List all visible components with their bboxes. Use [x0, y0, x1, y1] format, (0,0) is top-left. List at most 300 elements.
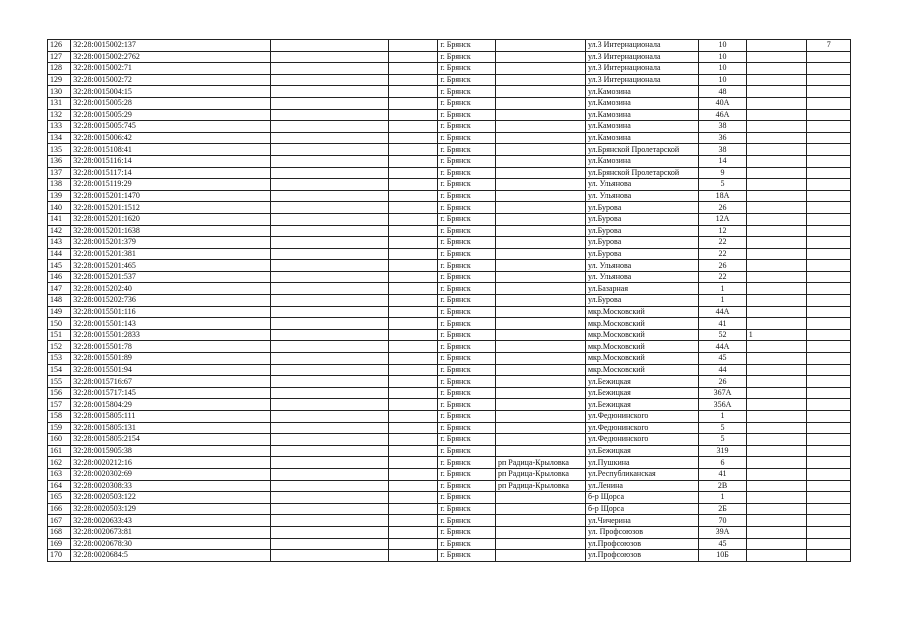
city-cell: г. Брянск — [438, 97, 496, 109]
house-number-cell: 10 — [699, 51, 747, 63]
cadastral-number-cell: 32:28:0020684:5 — [71, 550, 271, 562]
street-cell: ул. Ульянова — [585, 190, 698, 202]
house-number-cell: 10 — [699, 63, 747, 75]
table-row — [48, 237, 851, 249]
settlement-cell — [495, 376, 585, 388]
city-cell: г. Брянск — [438, 155, 496, 167]
apartment-cell — [746, 144, 807, 156]
settlement-cell — [495, 74, 585, 86]
street-cell: ул. Профсоюзов — [585, 526, 698, 538]
settlement-cell — [495, 306, 585, 318]
extra-cell — [807, 376, 851, 388]
empty-cell — [388, 237, 438, 249]
empty-cell — [271, 364, 388, 376]
empty-cell — [388, 376, 438, 388]
apartment-cell — [746, 364, 807, 376]
city-cell: г. Брянск — [438, 306, 496, 318]
table-row — [48, 202, 851, 214]
street-cell: мкр.Московский — [585, 329, 698, 341]
table-row — [48, 144, 851, 156]
empty-cell — [271, 457, 388, 469]
settlement-cell — [495, 387, 585, 399]
row-number-cell: 153 — [48, 353, 71, 365]
city-cell: г. Брянск — [438, 445, 496, 457]
city-cell: г. Брянск — [438, 422, 496, 434]
empty-cell — [271, 515, 388, 527]
table-row — [48, 515, 851, 527]
settlement-cell — [495, 434, 585, 446]
empty-cell — [388, 434, 438, 446]
row-number-cell: 168 — [48, 526, 71, 538]
street-cell: ул.Брянской Пролетарской — [585, 144, 698, 156]
settlement-cell — [495, 63, 585, 75]
empty-cell — [388, 468, 438, 480]
extra-cell — [807, 526, 851, 538]
row-number-cell: 134 — [48, 132, 71, 144]
settlement-cell — [495, 526, 585, 538]
cadastral-number-cell: 32:28:0015006:42 — [71, 132, 271, 144]
extra-cell — [807, 144, 851, 156]
house-number-cell: 45 — [699, 538, 747, 550]
house-number-cell: 39А — [699, 526, 747, 538]
empty-cell — [388, 353, 438, 365]
extra-cell — [807, 538, 851, 550]
city-cell: г. Брянск — [438, 538, 496, 550]
cadastral-number-cell: 32:28:0015201:379 — [71, 237, 271, 249]
city-cell: г. Брянск — [438, 86, 496, 98]
settlement-cell — [495, 411, 585, 423]
table-row — [48, 550, 851, 562]
empty-cell — [271, 283, 388, 295]
settlement-cell — [495, 97, 585, 109]
city-cell: г. Брянск — [438, 283, 496, 295]
table-row — [48, 480, 851, 492]
table-row — [48, 40, 851, 52]
apartment-cell — [746, 538, 807, 550]
table-row — [48, 353, 851, 365]
house-number-cell: 45 — [699, 353, 747, 365]
street-cell: ул.Брянской Пролетарской — [585, 167, 698, 179]
house-number-cell: 70 — [699, 515, 747, 527]
cadastral-number-cell: 32:28:0020633:43 — [71, 515, 271, 527]
empty-cell — [388, 121, 438, 133]
cadastral-number-cell: 32:28:0015905:38 — [71, 445, 271, 457]
row-number-cell: 129 — [48, 74, 71, 86]
city-cell: г. Брянск — [438, 271, 496, 283]
city-cell: г. Брянск — [438, 132, 496, 144]
settlement-cell — [495, 248, 585, 260]
cadastral-number-cell: 32:28:0015002:72 — [71, 74, 271, 86]
row-number-cell: 147 — [48, 283, 71, 295]
street-cell: ул. Ульянова — [585, 179, 698, 191]
street-cell: ул.Пушкина — [585, 457, 698, 469]
empty-cell — [388, 492, 438, 504]
extra-cell — [807, 74, 851, 86]
city-cell: г. Брянск — [438, 376, 496, 388]
empty-cell — [388, 318, 438, 330]
cadastral-number-cell: 32:28:0015202:40 — [71, 283, 271, 295]
house-number-cell: 38 — [699, 121, 747, 133]
row-number-cell: 149 — [48, 306, 71, 318]
row-number-cell: 127 — [48, 51, 71, 63]
apartment-cell — [746, 97, 807, 109]
cadastral-number-cell: 32:28:0015716:67 — [71, 376, 271, 388]
empty-cell — [388, 132, 438, 144]
row-number-cell: 140 — [48, 202, 71, 214]
empty-cell — [388, 515, 438, 527]
street-cell: ул.Бурова — [585, 237, 698, 249]
cadastral-number-cell: 32:28:0015501:78 — [71, 341, 271, 353]
apartment-cell — [746, 202, 807, 214]
apartment-cell — [746, 387, 807, 399]
city-cell: г. Брянск — [438, 295, 496, 307]
cadastral-number-cell: 32:28:0015005:29 — [71, 109, 271, 121]
settlement-cell — [495, 318, 585, 330]
house-number-cell: 5 — [699, 179, 747, 191]
empty-cell — [388, 329, 438, 341]
apartment-cell — [746, 306, 807, 318]
street-cell: ул.Бежицкая — [585, 445, 698, 457]
apartment-cell — [746, 155, 807, 167]
settlement-cell — [495, 364, 585, 376]
empty-cell — [271, 144, 388, 156]
empty-cell — [388, 422, 438, 434]
settlement-cell — [495, 399, 585, 411]
table-row — [48, 248, 851, 260]
empty-cell — [388, 283, 438, 295]
apartment-cell — [746, 167, 807, 179]
settlement-cell — [495, 109, 585, 121]
street-cell: ул.Профсоюзов — [585, 538, 698, 550]
street-cell: мкр.Московский — [585, 341, 698, 353]
row-number-cell: 170 — [48, 550, 71, 562]
cadastral-number-cell: 32:28:0020302:69 — [71, 468, 271, 480]
house-number-cell: 26 — [699, 260, 747, 272]
house-number-cell: 41 — [699, 468, 747, 480]
empty-cell — [388, 155, 438, 167]
house-number-cell: 1 — [699, 283, 747, 295]
row-number-cell: 137 — [48, 167, 71, 179]
empty-cell — [388, 63, 438, 75]
cadastral-number-cell: 32:28:0020308:33 — [71, 480, 271, 492]
settlement-cell — [495, 190, 585, 202]
street-cell: ул.Чичерина — [585, 515, 698, 527]
empty-cell — [388, 271, 438, 283]
extra-cell — [807, 260, 851, 272]
apartment-cell — [746, 503, 807, 515]
empty-cell — [388, 225, 438, 237]
empty-cell — [388, 260, 438, 272]
street-cell: ул.Республиканская — [585, 468, 698, 480]
empty-cell — [271, 213, 388, 225]
row-number-cell: 169 — [48, 538, 71, 550]
extra-cell — [807, 121, 851, 133]
city-cell: г. Брянск — [438, 387, 496, 399]
city-cell: г. Брянск — [438, 526, 496, 538]
empty-cell — [388, 248, 438, 260]
empty-cell — [388, 387, 438, 399]
city-cell: г. Брянск — [438, 121, 496, 133]
extra-cell — [807, 387, 851, 399]
empty-cell — [271, 225, 388, 237]
row-number-cell: 161 — [48, 445, 71, 457]
table-row — [48, 295, 851, 307]
table-row — [48, 283, 851, 295]
table-row — [48, 364, 851, 376]
house-number-cell: 26 — [699, 376, 747, 388]
street-cell: ул.3 Интернационала — [585, 40, 698, 52]
empty-cell — [388, 295, 438, 307]
cadastral-number-cell: 32:28:0015202:736 — [71, 295, 271, 307]
house-number-cell: 5 — [699, 422, 747, 434]
table-row — [48, 155, 851, 167]
settlement-cell — [495, 550, 585, 562]
table-row — [48, 51, 851, 63]
city-cell: г. Брянск — [438, 364, 496, 376]
city-cell: г. Брянск — [438, 190, 496, 202]
extra-cell — [807, 51, 851, 63]
apartment-cell — [746, 132, 807, 144]
table-row — [48, 213, 851, 225]
cadastral-number-cell: 32:28:0015805:131 — [71, 422, 271, 434]
street-cell: ул.Камозина — [585, 86, 698, 98]
table-row — [48, 457, 851, 469]
empty-cell — [271, 376, 388, 388]
city-cell: г. Брянск — [438, 329, 496, 341]
apartment-cell — [746, 295, 807, 307]
empty-cell — [271, 202, 388, 214]
empty-cell — [271, 434, 388, 446]
settlement-cell — [495, 51, 585, 63]
settlement-cell — [495, 155, 585, 167]
empty-cell — [271, 179, 388, 191]
city-cell: г. Брянск — [438, 202, 496, 214]
apartment-cell — [746, 526, 807, 538]
apartment-cell — [746, 376, 807, 388]
street-cell: ул.Бурова — [585, 225, 698, 237]
settlement-cell: рп Радица-Крыловка — [495, 457, 585, 469]
empty-cell — [271, 63, 388, 75]
house-number-cell: 44А — [699, 306, 747, 318]
extra-cell — [807, 63, 851, 75]
extra-cell — [807, 167, 851, 179]
table-row — [48, 225, 851, 237]
city-cell: г. Брянск — [438, 144, 496, 156]
extra-cell — [807, 155, 851, 167]
empty-cell — [271, 295, 388, 307]
row-number-cell: 152 — [48, 341, 71, 353]
table-row — [48, 109, 851, 121]
empty-cell — [271, 40, 388, 52]
table-row — [48, 526, 851, 538]
empty-cell — [388, 341, 438, 353]
row-number-cell: 128 — [48, 63, 71, 75]
cadastral-number-cell: 32:28:0015501:143 — [71, 318, 271, 330]
street-cell: ул.Бурова — [585, 248, 698, 260]
table-row — [48, 503, 851, 515]
extra-cell — [807, 86, 851, 98]
apartment-cell — [746, 74, 807, 86]
row-number-cell: 155 — [48, 376, 71, 388]
table-row — [48, 306, 851, 318]
cadastral-number-cell: 32:28:0015002:71 — [71, 63, 271, 75]
empty-cell — [388, 109, 438, 121]
settlement-cell — [495, 132, 585, 144]
street-cell: ул.Камозина — [585, 109, 698, 121]
cadastral-number-cell: 32:28:0015717:145 — [71, 387, 271, 399]
apartment-cell — [746, 248, 807, 260]
extra-cell — [807, 515, 851, 527]
street-cell: ул.Ленина — [585, 480, 698, 492]
empty-cell — [271, 492, 388, 504]
street-cell: ул. Ульянова — [585, 260, 698, 272]
apartment-cell — [746, 411, 807, 423]
city-cell: г. Брянск — [438, 492, 496, 504]
table-row — [48, 260, 851, 272]
extra-cell — [807, 364, 851, 376]
row-number-cell: 162 — [48, 457, 71, 469]
cadastral-number-cell: 32:28:0015005:28 — [71, 97, 271, 109]
cadastral-number-cell: 32:28:0015117:14 — [71, 167, 271, 179]
table-row — [48, 387, 851, 399]
cadastral-number-cell: 32:28:0015108:41 — [71, 144, 271, 156]
apartment-cell — [746, 422, 807, 434]
extra-cell — [807, 213, 851, 225]
settlement-cell — [495, 213, 585, 225]
house-number-cell: 38 — [699, 144, 747, 156]
city-cell: г. Брянск — [438, 318, 496, 330]
settlement-cell — [495, 295, 585, 307]
row-number-cell: 145 — [48, 260, 71, 272]
extra-cell — [807, 503, 851, 515]
empty-cell — [271, 353, 388, 365]
row-number-cell: 141 — [48, 213, 71, 225]
extra-cell — [807, 225, 851, 237]
city-cell: г. Брянск — [438, 503, 496, 515]
apartment-cell — [746, 237, 807, 249]
cadastral-number-cell: 32:28:0015116:14 — [71, 155, 271, 167]
empty-cell — [271, 538, 388, 550]
cadastral-number-cell: 32:28:0015005:745 — [71, 121, 271, 133]
street-cell: б-р Щорса — [585, 492, 698, 504]
settlement-cell — [495, 225, 585, 237]
street-cell: мкр.Московский — [585, 353, 698, 365]
empty-cell — [388, 538, 438, 550]
empty-cell — [388, 144, 438, 156]
city-cell: г. Брянск — [438, 260, 496, 272]
cadastral-number-cell: 32:28:0015119:29 — [71, 179, 271, 191]
apartment-cell — [746, 51, 807, 63]
apartment-cell — [746, 179, 807, 191]
empty-cell — [388, 503, 438, 515]
street-cell: ул.Бежицкая — [585, 376, 698, 388]
street-cell: ул.3 Интернационала — [585, 63, 698, 75]
settlement-cell — [495, 121, 585, 133]
apartment-cell — [746, 271, 807, 283]
house-number-cell: 1 — [699, 295, 747, 307]
empty-cell — [388, 364, 438, 376]
apartment-cell — [746, 445, 807, 457]
street-cell: ул.3 Интернационала — [585, 51, 698, 63]
house-number-cell: 14 — [699, 155, 747, 167]
table-row — [48, 74, 851, 86]
empty-cell — [271, 190, 388, 202]
table-row — [48, 434, 851, 446]
street-cell: ул.Федюнинского — [585, 411, 698, 423]
street-cell: ул.Профсоюзов — [585, 550, 698, 562]
house-number-cell: 36 — [699, 132, 747, 144]
settlement-cell — [495, 492, 585, 504]
settlement-cell — [495, 422, 585, 434]
empty-cell — [388, 550, 438, 562]
street-cell: ул.Бурова — [585, 202, 698, 214]
empty-cell — [388, 190, 438, 202]
apartment-cell — [746, 190, 807, 202]
row-number-cell: 146 — [48, 271, 71, 283]
settlement-cell — [495, 237, 585, 249]
row-number-cell: 148 — [48, 295, 71, 307]
extra-cell — [807, 318, 851, 330]
settlement-cell — [495, 329, 585, 341]
address-table — [47, 39, 851, 562]
table-row — [48, 132, 851, 144]
empty-cell — [271, 503, 388, 515]
empty-cell — [388, 86, 438, 98]
street-cell: ул.Камозина — [585, 132, 698, 144]
table-row — [48, 422, 851, 434]
cadastral-number-cell: 32:28:0015201:1470 — [71, 190, 271, 202]
house-number-cell: 22 — [699, 237, 747, 249]
table-row — [48, 190, 851, 202]
cadastral-number-cell: 32:28:0015501:94 — [71, 364, 271, 376]
empty-cell — [271, 550, 388, 562]
apartment-cell — [746, 86, 807, 98]
extra-cell — [807, 237, 851, 249]
empty-cell — [271, 422, 388, 434]
empty-cell — [388, 97, 438, 109]
apartment-cell — [746, 121, 807, 133]
apartment-cell — [746, 225, 807, 237]
street-cell: ул.Камозина — [585, 97, 698, 109]
row-number-cell: 165 — [48, 492, 71, 504]
street-cell: ул.Бежицкая — [585, 387, 698, 399]
settlement-cell: рп Радица-Крыловка — [495, 468, 585, 480]
cadastral-number-cell: 32:28:0015201:537 — [71, 271, 271, 283]
empty-cell — [271, 237, 388, 249]
extra-cell — [807, 179, 851, 191]
extra-cell — [807, 109, 851, 121]
extra-cell — [807, 492, 851, 504]
city-cell: г. Брянск — [438, 515, 496, 527]
apartment-cell — [746, 40, 807, 52]
city-cell: г. Брянск — [438, 40, 496, 52]
house-number-cell: 44А — [699, 341, 747, 353]
street-cell: ул.Камозина — [585, 155, 698, 167]
apartment-cell — [746, 434, 807, 446]
city-cell: г. Брянск — [438, 51, 496, 63]
row-number-cell: 157 — [48, 399, 71, 411]
apartment-cell — [746, 353, 807, 365]
house-number-cell: 6 — [699, 457, 747, 469]
table-row — [48, 492, 851, 504]
empty-cell — [271, 260, 388, 272]
street-cell: мкр.Московский — [585, 318, 698, 330]
row-number-cell: 144 — [48, 248, 71, 260]
empty-cell — [388, 179, 438, 191]
extra-cell — [807, 480, 851, 492]
table-row — [48, 376, 851, 388]
settlement-cell — [495, 283, 585, 295]
